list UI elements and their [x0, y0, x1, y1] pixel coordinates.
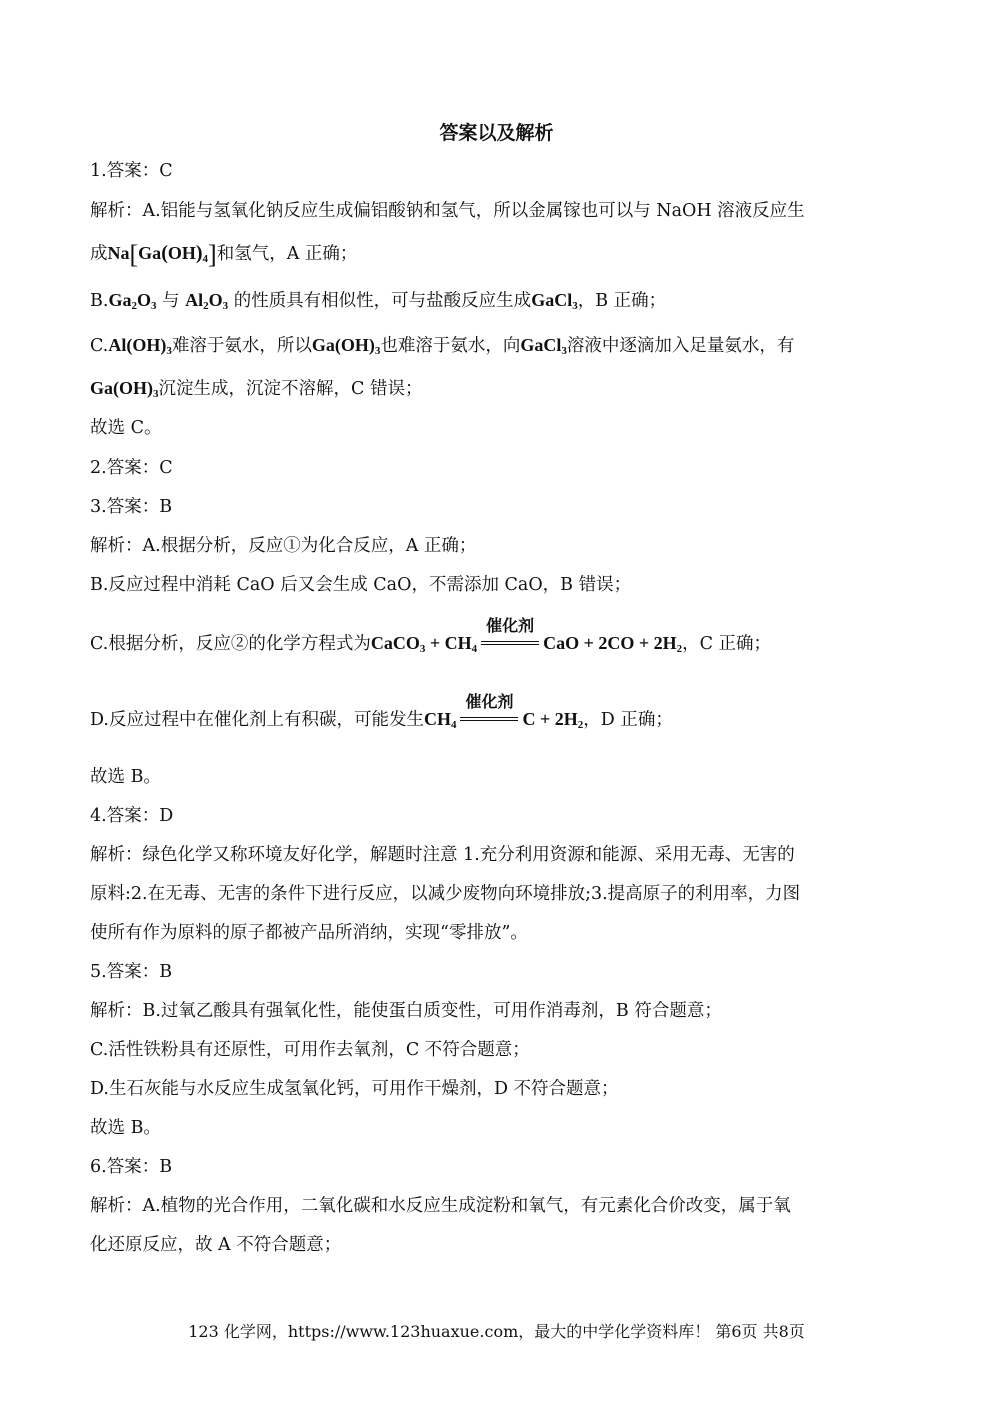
q4-analysis-line2: 原料:2.在无毒、无害的条件下进行反应，以减少废物向环境排放;3.提高原子的利用率，力图	[90, 884, 801, 904]
q5-analysis-b: 解析：B.过氧乙酸具有强氧化性，能使蛋白质变性，可用作消毒剂，B 符合题意；	[90, 1001, 722, 1021]
formula-ga2o3: $Ga_2O_3$	[108, 290, 157, 312]
equation-caco3-ch4: CaCO$_3$ + $CH_4$ 催化剂 CaO + $2CO + 2H_2$	[370, 616, 683, 655]
q1-analysis-a-line1: 解析：A.铝能与氢氧化钠反应生成偏铝酸钠和氢气，所以金属镓也可以与 NaOH 溶液反应生	[90, 201, 805, 221]
formula-aloh3: $Al(OH)_3$	[108, 335, 172, 357]
q1-conclusion: 故选 C。	[90, 418, 162, 438]
q5-analysis-c: C.活性铁粉具有还原性，可用作去氧剂，C 不符合题意；	[90, 1040, 530, 1060]
formula-gacl3: GaCl$_3$	[531, 290, 578, 312]
page-title: 答案以及解析	[439, 122, 554, 144]
formula-na-ga-oh4: $Na[Ga(OH)_4]$	[107, 240, 217, 269]
q4-analysis-line1: 解析：绿色化学又称环境友好化学，解题时注意 1.充分利用资源和能源、采用无毒、无害的	[90, 845, 795, 865]
q3-analysis-b: B.反应过程中消耗 CaO 后又会生成 CaO，不需添加 CaO，B 错误；	[90, 575, 632, 595]
equation-ch4-decomposition: $CH_4$ 催化剂 $C + 2H_2$	[423, 692, 584, 731]
page-footer: 123 化学网，https://www.123huaxue.com，最大的中学化学资料库！ 第6页 共8页	[188, 1322, 805, 1341]
q1-analysis-c-line1: $C.Al(OH)_3$难溶于氨水，所以$Ga(OH)_3$也难溶于氨水，向GaCl$_3$溶液中逐滴加入足量氨水，有	[90, 335, 795, 357]
formula-gaoh3: $Ga(OH)_3$	[90, 378, 159, 400]
formula-gaoh3: $Ga(OH)_3$	[311, 335, 381, 357]
q3-analysis-d: D.反应过程中在催化剂上有积碳，可能发生$CH_4$ 催化剂 $C + 2H_2$，D 正确；	[90, 692, 673, 731]
q1-answer: 1.答案：C	[90, 161, 173, 181]
q6-analysis-line1: 解析：A.植物的光合作用，二氧化碳和水反应生成淀粉和氧气，有元素化合价改变，属于氧	[90, 1196, 791, 1216]
formula-gacl3: GaCl$_3$	[520, 335, 567, 357]
q4-analysis-line3: 使所有作为原料的原子都被产品所消纳，实现“零排放”。	[90, 923, 528, 943]
q6-answer: 6.答案：B	[90, 1157, 173, 1177]
q3-analysis-a: 解析：A.根据分析，反应①为化合反应，A 正确；	[90, 536, 477, 556]
q1-analysis-a-line2: 成$Na[Ga(OH)_4]$和氢气，A 正确；	[90, 240, 358, 269]
q1-analysis-c-line2: $Ga(OH)_3$沉淀生成，沉淀不溶解，C 错误；	[90, 378, 423, 400]
reaction-arrow-catalyst: 催化剂	[458, 713, 520, 725]
q6-analysis-line2: 化还原反应，故 A 不符合题意；	[90, 1235, 342, 1255]
formula-al2o3: $Al_2O_3$	[185, 290, 229, 312]
q5-analysis-d: D.生石灰能与水反应生成氢氧化钙，可用作干燥剂，D 不符合题意；	[90, 1079, 619, 1099]
q1-analysis-b: $B.Ga_2O_3$ 与 $Al_2O_3$ 的性质具有相似性，可与盐酸反应生成GaCl$_3$，B 正确；	[90, 290, 667, 312]
q3-answer: 3.答案：B	[90, 497, 173, 517]
q3-conclusion: 故选 B。	[90, 767, 161, 787]
reaction-arrow-catalyst: 催化剂	[479, 637, 541, 649]
q2-answer: 2.答案：C	[90, 458, 173, 478]
q5-answer: 5.答案：B	[90, 962, 173, 982]
q5-conclusion: 故选 B。	[90, 1118, 161, 1138]
q4-answer: 4.答案：D	[90, 806, 174, 826]
q3-analysis-c: C.根据分析，反应②的化学方程式为CaCO$_3$ + $CH_4$ 催化剂 CaO + $2CO + 2H_2$，C 正确；	[90, 616, 772, 655]
